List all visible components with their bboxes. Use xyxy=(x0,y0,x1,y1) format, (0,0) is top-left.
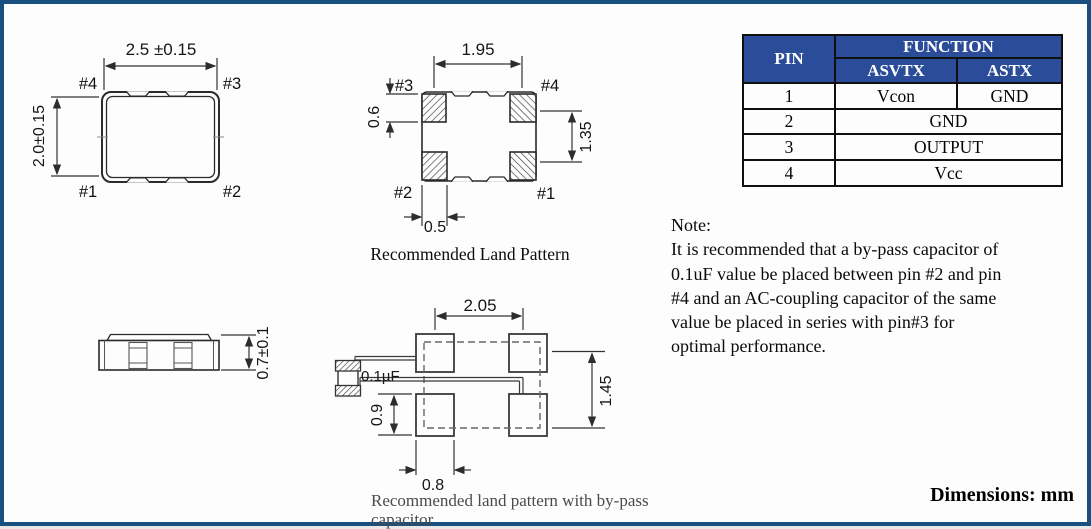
table-header-astx: ASTX xyxy=(957,58,1062,83)
astx-function-cell: GND xyxy=(957,83,1062,109)
note-title: Note: xyxy=(671,215,711,235)
bypass-pattern-clipped-caption: Recommended land pattern with by-pass capacitor xyxy=(371,491,649,529)
pin-number-cell: 2 xyxy=(743,109,835,134)
note-line: It is recommended that a by-pass capacitor of xyxy=(671,239,999,260)
bypass-pattern-bottom-dim-label: 0.8 xyxy=(421,477,445,494)
bypass-capacitor-value-label: 0.1µF xyxy=(361,368,400,385)
land-pattern-caption: Recommended Land Pattern xyxy=(370,244,570,264)
note-line: optimal performance. xyxy=(671,336,826,357)
top-view-pin4-label: #4 xyxy=(78,75,98,93)
top-view-width-dim-label: 2.5 ±0.15 xyxy=(125,40,197,59)
bypass-pattern-top-dim-label: 2.05 xyxy=(463,296,497,315)
side-view-height-dim-label: 0.7±0.1 xyxy=(255,326,272,380)
table-row xyxy=(743,134,1062,160)
land-pattern-pin3-label: #3 xyxy=(394,77,414,95)
table-header-asvtx: ASVTX xyxy=(835,58,957,83)
dimensions-units-label: Dimensions: mm xyxy=(930,484,1074,506)
land-pattern-bottom-dim-label: 0.5 xyxy=(423,219,447,236)
function-cell: OUTPUT xyxy=(835,134,1062,160)
pin-number-cell: 1 xyxy=(743,83,835,109)
bypass-pattern-left-dim-label: 0.9 xyxy=(369,403,386,427)
note-line: #4 and an AC-coupling capacitor of the same xyxy=(671,287,997,308)
function-cell: GND xyxy=(835,109,1062,134)
pin-number-cell: 3 xyxy=(743,134,835,160)
top-view-pin3-label: #3 xyxy=(222,75,242,93)
note-block xyxy=(671,213,1073,359)
land-pattern-right-dim-label: 1.35 xyxy=(578,121,595,153)
land-pattern-left-dim-label: 0.6 xyxy=(366,105,383,129)
land-pattern-pin2-label: #2 xyxy=(393,184,413,202)
pin-function-table xyxy=(742,34,1063,187)
bypass-pattern-right-dim-label: 1.45 xyxy=(598,375,615,407)
function-cell: Vcc xyxy=(835,160,1062,186)
pin-number-cell: 4 xyxy=(743,160,835,186)
note-line: value be placed in series with pin#3 for xyxy=(671,312,955,333)
note-line: 0.1uF value be placed between pin #2 and pin xyxy=(671,263,1002,284)
table-row xyxy=(743,160,1062,186)
land-pattern-pin1-label: #1 xyxy=(536,185,556,203)
table-row xyxy=(743,83,1062,109)
land-pattern-pin4-label: #4 xyxy=(540,77,560,95)
land-pattern-top-dim-label: 1.95 xyxy=(461,40,495,59)
table-header-pin: PIN xyxy=(743,35,835,83)
top-view-pin2-label: #2 xyxy=(222,183,242,201)
table-header-function: FUNCTION xyxy=(835,35,1062,58)
top-view-pin1-label: #1 xyxy=(78,183,98,201)
table-row xyxy=(743,109,1062,134)
asvtx-function-cell: Vcon xyxy=(835,83,957,109)
bypass-land-pattern-drawing xyxy=(302,287,647,499)
top-view-height-dim-label: 2.0±0.15 xyxy=(31,104,48,168)
